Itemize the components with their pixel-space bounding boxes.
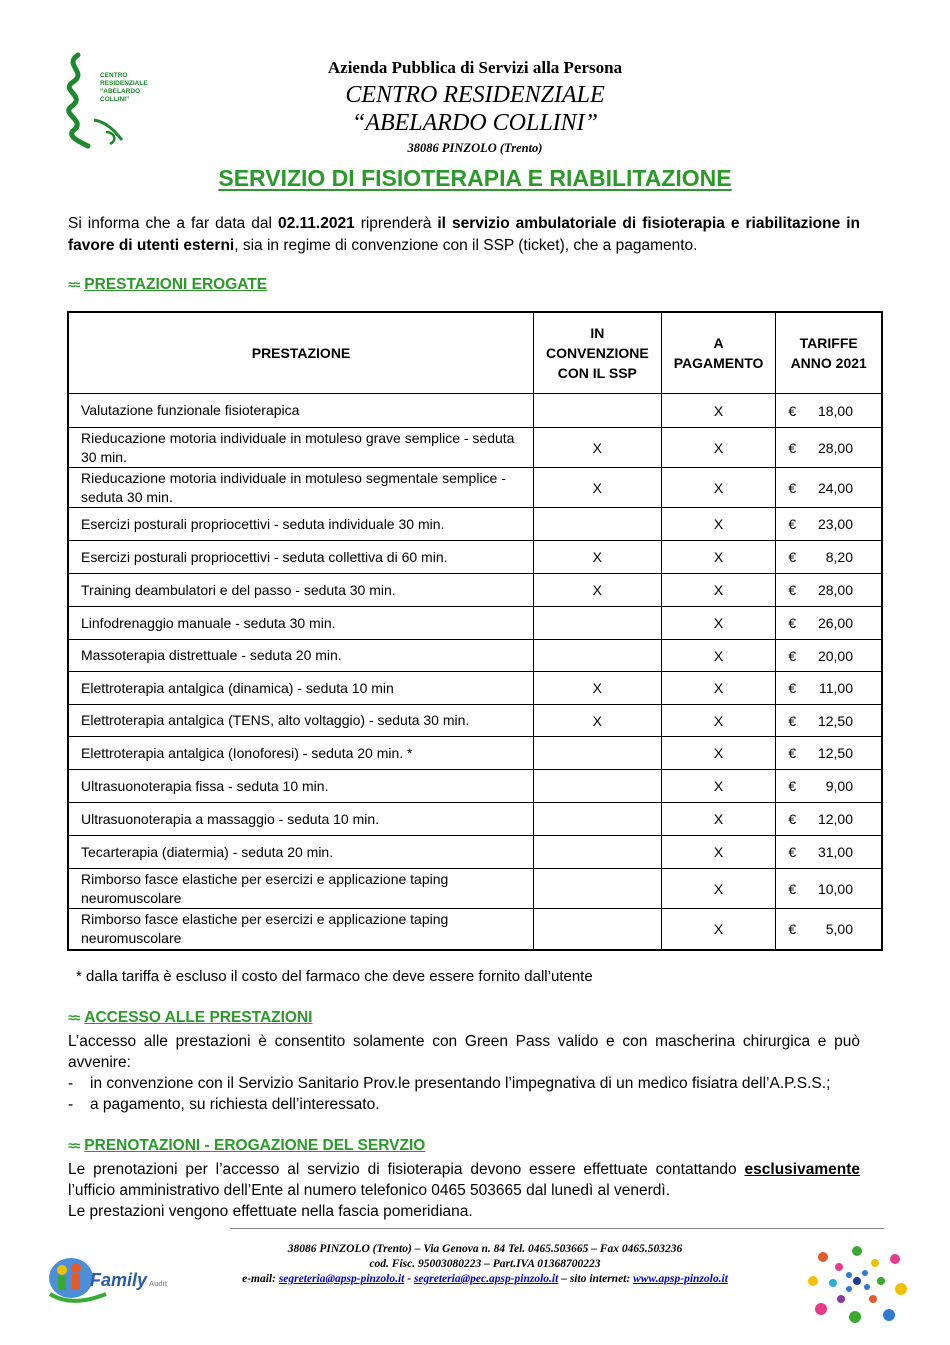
bullet-icon: ≈≈	[68, 277, 79, 292]
org-city: 38086 PINZOLO (Trento)	[407, 141, 543, 155]
table-row	[68, 394, 882, 428]
table-row	[68, 836, 882, 869]
section-heading-prestazioni: ≈≈ PRESTAZIONI EROGATE	[68, 276, 268, 293]
cell-pagamento: X	[661, 836, 776, 869]
cell-tariffa	[776, 640, 882, 672]
currency-symbol: €	[788, 615, 797, 631]
decorative-dots-logo	[805, 1245, 915, 1325]
cell-prestazione: Elettroterapia antalgica (TENS, alto voltaggio) - seduta 30 min.	[68, 705, 534, 737]
price-value: 24,00	[817, 479, 853, 496]
cell-prestazione: Esercizi posturali propriocettivi - seduta collettiva di 60 min.	[68, 541, 534, 574]
footer-address: 38086 PINZOLO (Trento) – Via Genova n. 84 Tel. 0465.503665 – Fax 0465.503236	[287, 1243, 683, 1255]
table-row	[68, 909, 882, 950]
cell-tariffa	[776, 508, 882, 541]
price-value: 20,00	[817, 647, 853, 664]
cell-pagamento: X	[661, 574, 776, 607]
cell-prestazione: Elettroterapia antalgica (dinamica) - seduta 10 min	[68, 672, 534, 705]
cell-convenzione	[534, 909, 662, 950]
cell-prestazione: Ultrasuonoterapia a massaggio - seduta 10 min.	[68, 803, 534, 836]
email-link[interactable]: segreteria@apsp-pinzolo.it	[278, 1273, 405, 1285]
price-value: 12,50	[817, 745, 853, 761]
org-name-line2: “ABELARDO COLLINI”	[351, 110, 599, 136]
cell-pagamento: X	[661, 672, 776, 705]
cell-tariffa	[776, 574, 882, 607]
cell-prestazione: Valutazione funzionale fisioterapica	[68, 394, 534, 428]
table-row	[68, 574, 882, 607]
section-heading-accesso: ≈≈ ACCESSO ALLE PRESTAZIONI	[68, 1009, 313, 1026]
price-value: 28,00	[817, 439, 853, 456]
cell-pagamento: X	[661, 508, 776, 541]
cell-pagamento: X	[661, 394, 776, 428]
currency-symbol: €	[788, 479, 797, 496]
cell-convenzione: X	[534, 541, 662, 574]
cell-pagamento: X	[661, 803, 776, 836]
prenotazioni-paragraph: Le prenotazioni per l’accesso al servizio di fisioterapia devono essere effettuate contattando esclusivamente l’ufficio amministrativo dell’Ente al numero telefonico 0465 503665 dal lunedì al venerdì. Le prestazioni vengono effettuate nella fascia pomeridiana.	[68, 1161, 860, 1220]
bullet-icon: ≈≈	[68, 1138, 79, 1153]
table-row	[68, 640, 882, 672]
bullet-icon: ≈≈	[68, 1010, 79, 1025]
price-value: 11,00	[819, 680, 853, 696]
cell-tariffa	[776, 869, 882, 909]
cell-convenzione	[534, 770, 662, 803]
footer-divider	[230, 1228, 884, 1229]
footer-tax: cod. Fisc. 95003080223 – Part.IVA 01368700223	[369, 1258, 601, 1270]
table-row	[68, 803, 882, 836]
cell-convenzione: X	[534, 574, 662, 607]
col-header-convenzione: IN CONVENZIONE CON IL SSP	[534, 312, 662, 394]
cell-convenzione	[534, 394, 662, 428]
cell-prestazione: Elettroterapia antalgica (Ionoforesi) - seduta 20 min. *	[68, 737, 534, 770]
price-value: 31,00	[817, 844, 853, 860]
cell-convenzione: X	[534, 428, 662, 468]
cell-pagamento: X	[661, 607, 776, 640]
cell-convenzione	[534, 803, 662, 836]
table-row	[68, 508, 882, 541]
org-type: Azienda Pubblica di Servizi alla Persona	[327, 58, 623, 77]
cell-prestazione: Massoterapia distrettuale - seduta 20 min.	[68, 640, 534, 672]
section-heading-prenotazioni: ≈≈ PRENOTAZIONI - EROGAZIONE DEL SERVZIO	[68, 1137, 426, 1154]
price-value: 5,00	[825, 920, 853, 937]
cell-prestazione: Tecarterapia (diatermia) - seduta 20 min.	[68, 836, 534, 869]
cell-convenzione	[534, 737, 662, 770]
cell-tariffa	[776, 607, 882, 640]
table-row	[68, 607, 882, 640]
price-value: 18,00	[817, 402, 853, 419]
currency-symbol: €	[788, 811, 797, 827]
cell-tariffa	[776, 541, 882, 574]
currency-symbol: €	[788, 920, 797, 937]
price-value: 28,00	[817, 582, 853, 598]
currency-symbol: €	[788, 745, 797, 761]
cell-pagamento: X	[661, 869, 776, 909]
table-row	[68, 428, 882, 468]
accesso-paragraph: L’accesso alle prestazioni è consentito solamente con Green Pass valido e con mascherina chirurgica e può avvenire: - in convenzione con il Servizio Sanitario Prov.le presentando l’impegnativa di un medico fisiatra dell’A.P.S.S.; - a pagamento, su richiesta dell’interessato.	[68, 1033, 860, 1113]
cell-prestazione: Rieducazione motoria individuale in motuleso segmentale semplice - seduta 30 min.	[68, 468, 534, 508]
footnote: * dalla tariffa è escluso il costo del farmaco che deve essere fornito dall’utente	[76, 968, 593, 985]
currency-symbol: €	[788, 549, 797, 565]
currency-symbol: €	[788, 778, 797, 794]
org-name-line1: CENTRO RESIDENZIALE	[345, 82, 605, 108]
currency-symbol: €	[788, 680, 797, 696]
cell-prestazione: Esercizi posturali propriocettivi - seduta individuale 30 min.	[68, 508, 534, 541]
cell-pagamento: X	[661, 737, 776, 770]
table-row	[68, 705, 882, 737]
cell-pagamento: X	[661, 909, 776, 950]
list-item: - in convenzione con il Servizio Sanitario Prov.le presentando l’impegnativa di un medico fisiatra dell’A.P.S.S.;	[68, 1075, 831, 1092]
cell-convenzione: X	[534, 672, 662, 705]
cell-convenzione	[534, 607, 662, 640]
table-row	[68, 672, 882, 705]
price-value: 8,20	[825, 549, 853, 565]
col-header-pagamento: A PAGAMENTO	[661, 312, 776, 394]
cell-convenzione: X	[534, 468, 662, 508]
cell-prestazione: Rieducazione motoria individuale in motuleso grave semplice - seduta 30 min.	[68, 428, 534, 468]
cell-tariffa	[776, 836, 882, 869]
list-item: - a pagamento, su richiesta dell’interessato.	[68, 1096, 380, 1113]
price-value: 12,00	[817, 811, 853, 827]
page-title: SERVIZIO DI FISIOTERAPIA E RIABILITAZIONE	[218, 165, 732, 191]
logo-text: CENTRO RESIDENZIALE “ABELARDO COLLINI”	[100, 72, 148, 103]
col-header-tariffe: TARIFFE ANNO 2021	[776, 312, 882, 394]
cell-pagamento: X	[661, 705, 776, 737]
cell-pagamento: X	[661, 428, 776, 468]
table-row	[68, 468, 882, 508]
cell-tariffa	[776, 737, 882, 770]
cell-convenzione	[534, 640, 662, 672]
cell-tariffa	[776, 803, 882, 836]
cell-tariffa	[776, 909, 882, 950]
cell-convenzione	[534, 508, 662, 541]
cell-tariffa	[776, 468, 882, 508]
price-value: 9,00	[825, 778, 853, 794]
cell-convenzione	[534, 836, 662, 869]
table-row	[68, 541, 882, 574]
col-header-prestazione: PRESTAZIONE	[68, 312, 534, 394]
currency-symbol: €	[788, 439, 797, 456]
currency-symbol: €	[788, 516, 797, 532]
currency-symbol: €	[788, 402, 797, 419]
cell-pagamento: X	[661, 770, 776, 803]
pec-link[interactable]: segreteria@pec.apsp-pinzolo.it	[413, 1273, 559, 1285]
cell-tariffa	[776, 428, 882, 468]
cell-prestazione: Rimborso fasce elastiche per esercizi e applicazione taping neuromuscolare	[68, 909, 534, 950]
cell-tariffa	[776, 770, 882, 803]
price-value: 26,00	[817, 615, 853, 631]
table-row	[68, 737, 882, 770]
cell-pagamento: X	[661, 468, 776, 508]
services-table	[67, 311, 883, 951]
intro-paragraph: Si informa che a far data dal 02.11.2021 riprenderà il servizio ambulatoriale di fisioterapia e riabilitazione in favore di utenti esterni, sia in regime di convenzione con il SSP (ticket), che a pagamento.	[68, 215, 860, 254]
table-row	[68, 869, 882, 909]
currency-symbol: €	[788, 844, 797, 860]
currency-symbol: €	[788, 582, 797, 598]
cell-pagamento: X	[661, 640, 776, 672]
cell-convenzione	[534, 869, 662, 909]
family-audit-label: Family Audit	[90, 1270, 167, 1290]
website-link[interactable]: www.apsp-pinzolo.it	[633, 1273, 728, 1285]
currency-symbol: €	[788, 647, 797, 664]
table-row	[68, 770, 882, 803]
footer-contacts: e-mail: segreteria@apsp-pinzolo.it - segreteria@pec.apsp-pinzolo.it – sito internet: www.apsp-pinzolo.it	[242, 1273, 728, 1285]
currency-symbol: €	[788, 880, 797, 897]
cell-prestazione: Linfodrenaggio manuale - seduta 30 min.	[68, 607, 534, 640]
cell-tariffa	[776, 705, 882, 737]
cell-prestazione: Rimborso fasce elastiche per esercizi e applicazione taping neuromuscolare	[68, 869, 534, 909]
price-value: 23,00	[817, 516, 853, 532]
cell-tariffa	[776, 394, 882, 428]
cell-convenzione: X	[534, 705, 662, 737]
price-value: 12,50	[817, 712, 853, 729]
cell-tariffa	[776, 672, 882, 705]
cell-prestazione: Training deambulatori e del passo - seduta 30 min.	[68, 574, 534, 607]
cell-pagamento: X	[661, 541, 776, 574]
cell-prestazione: Ultrasuonoterapia fissa - seduta 10 min.	[68, 770, 534, 803]
currency-symbol: €	[788, 712, 797, 729]
price-value: 10,00	[817, 880, 853, 897]
